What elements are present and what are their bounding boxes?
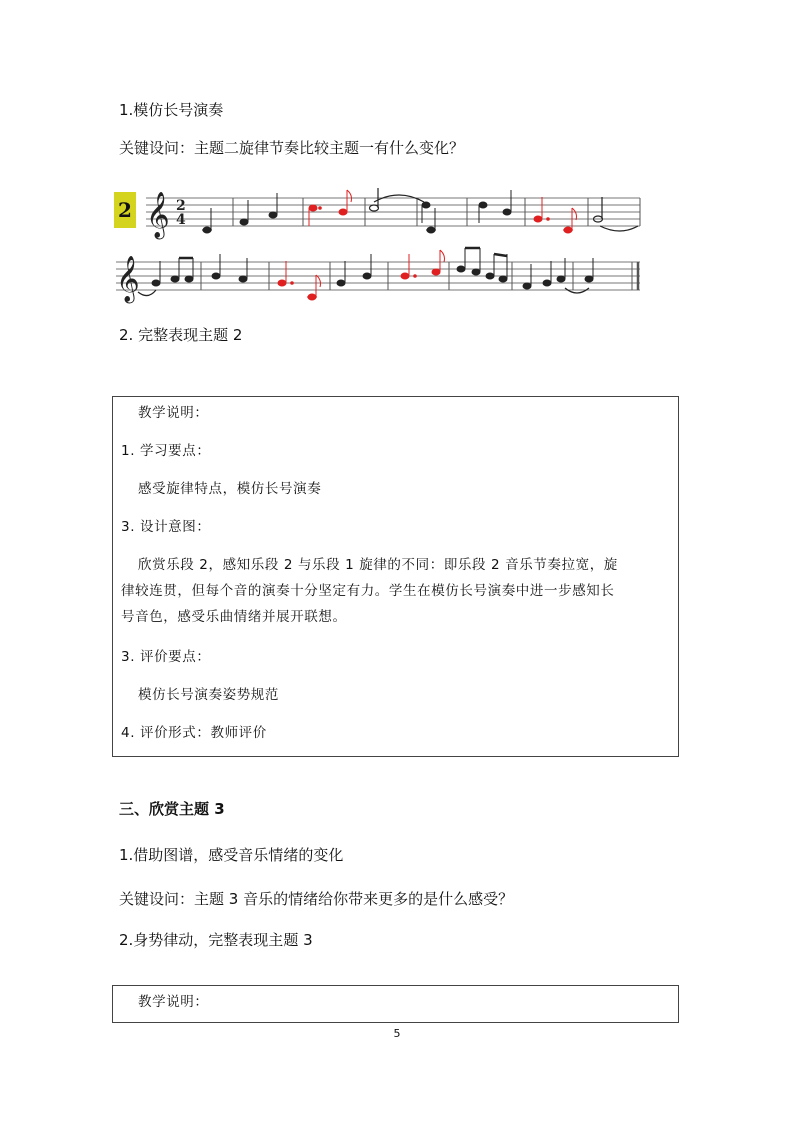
key-question-1: 关键设问：主题二旋律节奏比较主题一有什么变化？	[119, 139, 465, 157]
treble-clef-1: 𝄞	[146, 192, 170, 238]
section3-item1: 1.借助图谱，感受音乐情绪的变化	[119, 846, 344, 864]
score-badge-label: 2	[118, 198, 132, 222]
staff-1	[146, 198, 640, 226]
note-item1-text: 感受旋律特点，模仿长号演奏	[138, 481, 322, 497]
note-form-label: 4. 评价形式：教师评价	[121, 725, 267, 741]
note2-title: 教学说明：	[138, 994, 209, 1010]
note-title: 教学说明：	[138, 405, 209, 421]
note-item3-line2: 律较连贯，但每个音的演奏十分坚定有力。学生在模仿长号演奏中进一步感知长	[121, 583, 615, 599]
section3-item2: 2.身势律动，完整表现主题 3	[119, 931, 313, 949]
time-sig-bottom: 4	[176, 212, 186, 228]
page-number: 5	[393, 1027, 401, 1040]
key-question-3: 关键设问：主题 3 音乐的情绪给你带来更多的是什么感受？	[119, 890, 514, 908]
ties-staff-2	[138, 288, 589, 296]
note-item3-line3: 号音色，感受乐曲情绪并展开联想。	[121, 609, 347, 625]
teaching-note-box	[112, 396, 679, 757]
red-notes-staff-2	[278, 250, 445, 300]
note-eval-label: 3. 评价要点：	[121, 649, 211, 665]
note-item3-label: 3. 设计意图：	[121, 519, 211, 535]
time-sig-top: 2	[176, 198, 186, 214]
note-item1-label: 1. 学习要点：	[121, 443, 211, 459]
music-score	[0, 178, 794, 338]
teaching-note-box-2	[112, 985, 679, 1023]
section1-heading: 1.模仿长号演奏	[119, 101, 224, 119]
note-eval-text: 模仿长号演奏姿势规范	[138, 687, 279, 703]
step-2-text: 2. 完整表现主题 2	[119, 326, 243, 344]
treble-clef-2: 𝄞	[116, 256, 140, 302]
note-item3-line1: 欣赏乐段 2，感知乐段 2 与乐段 1 旋律的不同：即乐段 2 音乐节奏拉宽，旋	[138, 557, 618, 573]
section3-heading: 三、欣赏主题 3	[119, 800, 225, 818]
